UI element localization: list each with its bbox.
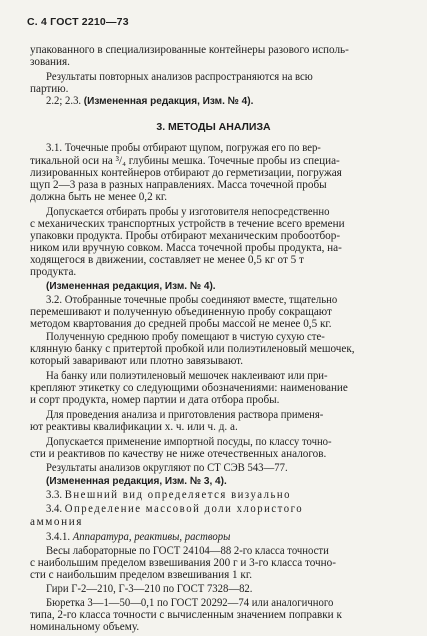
text-line: Результаты анализов округляют по СТ СЭВ 543—77. [46,462,288,474]
text-line: упакованного в специализированные контейнеры разового исполь- [30,44,349,56]
text-line: Для проведения анализа и приготовления раствора применя- [46,409,324,421]
text-line: и сорт продукта, номер партии и дата отбора пробы. [30,394,280,406]
text-line: На банку или полиэтиленовый мешочек наклеивают или при- [46,370,328,382]
text-line: 3.4. Определение массовой доли хлористого [46,503,304,515]
text-line: сти с наибольшим пределом взвешивания 1 кг. [30,569,252,581]
text-line: аммония [30,516,84,528]
text-line: Весы лабораторные по ГОСТ 24104—88 2-го класса точности [46,545,329,557]
text-line: 3.2. Отобранные точечные пробы соединяют вместе, тщательно [46,294,338,306]
page-header: С. 4 ГОСТ 2210—73 [27,16,129,28]
text-line: методом квартования до средней пробы массой не менее 0,5 кг. [30,318,332,330]
text-line: Гири Г-2—210, Г-3—210 по ГОСТ 7328—82. [46,583,253,595]
text-line: сти и реактивов по качеству не ниже отечественных аналогов. [30,448,327,460]
text-line: 3.4.1. Аппаратура, реактивы, растворы [46,531,231,543]
text-line: который заваривают или плотно завязывают. [30,355,243,367]
text-line: 3.3. Внешний вид определяется визуально [46,489,292,501]
text-line: (Измененная редакция, Изм. № 4). [46,280,216,292]
text-line: Результаты повторных анализов распространяются на всю [46,71,313,83]
text-line: должна быть не менее 0,2 кг. [30,191,168,203]
text-line: продукта. [30,266,77,278]
text-line: с наибольшим пределом взвешивания 200 г и 3-го класса точно- [30,557,336,569]
text-line: щуп 2—3 раза в разных направлениях. Масса точечной пробы [30,179,327,191]
text-line: крепляют этикетку со следующими обозначениями: наименование [30,382,348,394]
text-line: Допускается отбирать пробы у изготовителя непосредственно [46,206,330,218]
text-line: Полученную среднюю пробу помещают в чистую сухую сте- [46,331,325,343]
text-line: (Измененная редакция, Изм. № 3, 4). [46,475,227,487]
text-line: ходящегося в движении, составляет не менее 0,5 кг от 5 т [30,254,304,266]
text-line: типа, 2-го класса точности с вычисленным значением поправки к [30,609,342,621]
text-line: перемешивают и полученную объединенную пробу сокращают [30,306,332,318]
text-line: ют реактивы квалификации х. ч. или ч. д. а. [30,421,238,433]
text-line: 3. МЕТОДЫ АНАЛИЗА [156,121,271,133]
text-line: с механических транспортных устройств в течение всего времени [30,218,345,230]
text-line: зования. [30,56,70,68]
text-line: ником или вручную совком. Масса точечной пробы продукта, на- [30,242,342,254]
text-line: номинальному объему. [30,621,140,633]
text-line: лизированных контейнеров отбирают до герметизации, погружая [30,167,342,179]
text-line: клянную банку с притертой пробкой или полиэтиленовый мешочек, [30,343,355,355]
text-line: Допускается применение импортной посуды, по классу точно- [46,436,332,448]
text-line: 2.2; 2.3. (Измененная редакция, Изм. № 4). [46,95,254,107]
text-line: 3.1. Точечные пробы отбирают щупом, погружая его по вер- [46,142,321,154]
text-line: тикальной оси на ³/₄ глубины мешка. Точечные пробы из специа- [30,155,340,167]
text-line: упаковки продукта. Пробы отбирают механическим пробоотбор- [30,230,341,242]
text-line: партию. [30,83,69,95]
text-line: Бюретка 3—1—50—0,1 по ГОСТ 20292—74 или аналогичного [46,597,334,609]
